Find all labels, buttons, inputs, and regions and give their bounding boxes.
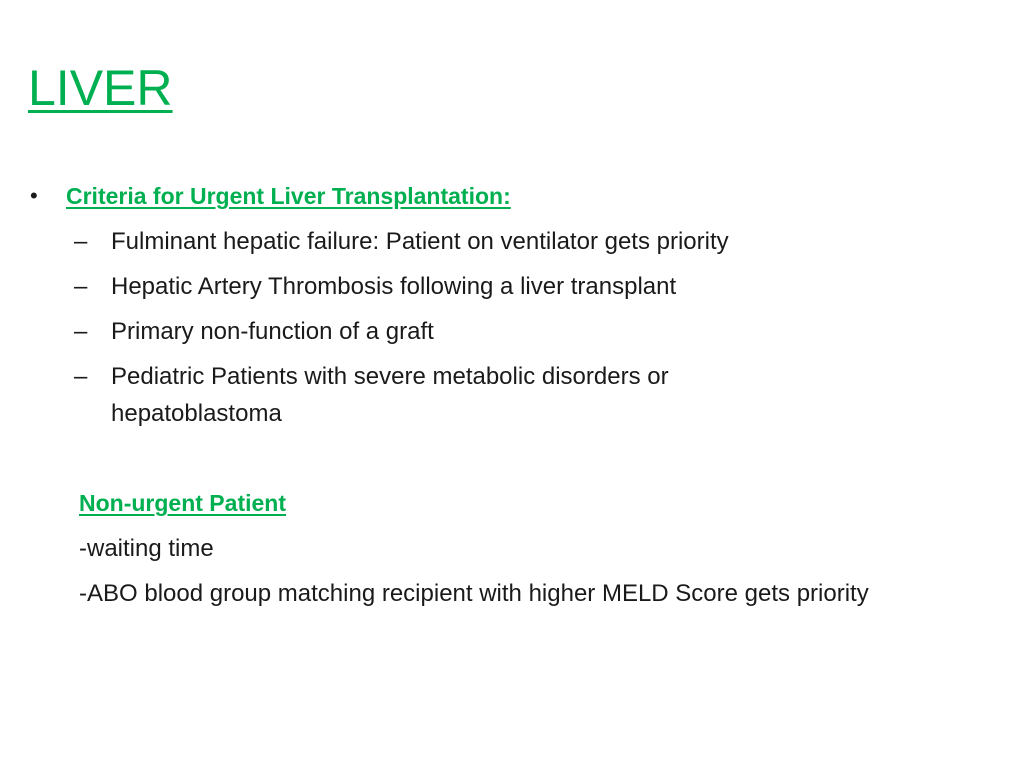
list-item-text: Fulminant hepatic failure: Patient on ventilator gets priority	[111, 228, 729, 255]
non-urgent-line-abo-matching: -ABO blood group matching recipient with higher MELD Score gets priority	[79, 580, 869, 607]
list-item	[74, 223, 974, 260]
list-item	[74, 358, 974, 432]
dash-icon: –	[74, 273, 88, 300]
list-item	[74, 268, 974, 305]
dash-icon: –	[74, 228, 88, 255]
list-item-text: Pediatric Patients with severe metabolic disorders or hepatoblastoma	[111, 363, 669, 427]
bullet-dot-icon: •	[30, 183, 38, 208]
dash-icon: –	[74, 318, 88, 345]
slide-title: LIVER	[28, 60, 173, 116]
list-item-text: Hepatic Artery Thrombosis following a liver transplant	[111, 273, 677, 300]
list-item	[74, 313, 974, 350]
non-urgent-heading: Non-urgent Patient	[79, 490, 286, 516]
urgent-criteria-list	[74, 223, 974, 440]
dash-icon: –	[74, 363, 88, 390]
non-urgent-line-waiting-time: -waiting time	[79, 535, 214, 562]
list-item-text: Primary non-function of a graft	[111, 318, 434, 345]
urgent-criteria-heading: Criteria for Urgent Liver Transplantation:	[66, 183, 511, 209]
